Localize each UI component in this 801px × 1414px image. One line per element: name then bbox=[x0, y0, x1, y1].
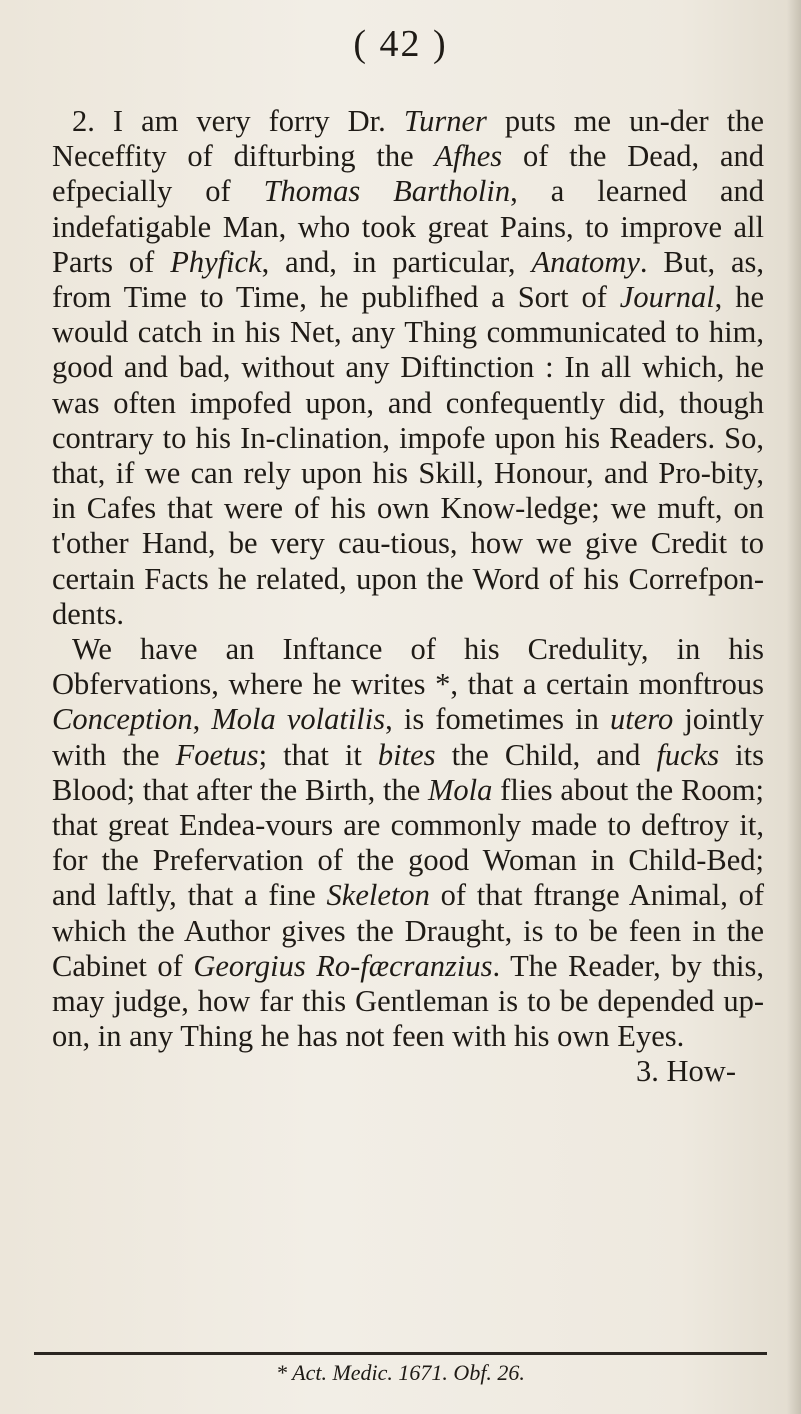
italic-name-turner: Turner bbox=[403, 104, 487, 138]
text-run: . But, as, from Time to Time, he publifhed a Sort of bbox=[52, 244, 764, 315]
text-run: , is fometimes in bbox=[385, 702, 610, 737]
text-run: jointly with the bbox=[52, 702, 764, 772]
italic-name-bartholin: Thomas Bartholin bbox=[263, 174, 511, 209]
text-run: its Blood; that after the Birth, the bbox=[52, 737, 764, 807]
italic-name-rosaecranzius: Georgius Ro-fæcranzius bbox=[193, 948, 493, 983]
text-run: We have an Inftance of his Credulity, in his Obfervations, where he writes *, that a certain monftrous bbox=[52, 632, 764, 702]
text-run: 2. I am very forry Dr. bbox=[72, 104, 404, 138]
italic-word-utero: utero bbox=[609, 702, 674, 737]
italic-word-bites: bites bbox=[377, 737, 436, 772]
catchword: 3. How- bbox=[636, 1054, 736, 1089]
text-run: puts me un-der the Neceffity of difturbing the bbox=[52, 104, 764, 174]
text-run: of that ftrange Animal, of which the Author gives the Draught, is to be feen in the Cabinet of bbox=[52, 878, 764, 983]
paragraph-2 bbox=[52, 632, 764, 1054]
text-run: flies about the Room; that great Endea-vours are commonly made to deftroy it, for the Prefervation of the good Woman in Child-Bed; and laftly, that a fine bbox=[52, 772, 764, 913]
text-run: ; that it bbox=[258, 737, 378, 772]
italic-word-mola: Mola bbox=[428, 772, 493, 807]
italic-word-ashes: Afhes bbox=[434, 139, 503, 174]
text-run: , bbox=[192, 702, 212, 737]
text-run: , a learned and indefatigable Man, who took great Pains, to improve all Parts of bbox=[52, 174, 764, 279]
italic-word-foetus: Foetus bbox=[175, 737, 259, 772]
body-text bbox=[52, 104, 764, 1090]
italic-word-conception: Conception bbox=[52, 702, 193, 737]
footnote-rule bbox=[34, 1352, 767, 1355]
paragraph-1 bbox=[52, 104, 764, 632]
text-run: , and, in particular, bbox=[261, 244, 532, 279]
footnote: * Act. Medic. 1671. Obf. 26. bbox=[276, 1360, 525, 1385]
italic-word-anatomy: Anatomy bbox=[531, 244, 640, 279]
text-run: , he would catch in his Net, any Thing communicated to him, good and bad, without any Diftinction : In all which, he was often impofed upon, and confequently did, though contrary to his In-clination, impofe upon his Readers. So, that, if we can rely upon his Skill, Honour, and Pro-bity, in Cafes that were of his own Know-ledge; we muft, on t'other Hand, be very cau-tious, how we give Credit to certain Facts he related, upon the Word of his Correfpon-dents. bbox=[52, 280, 764, 631]
italic-word-skeleton: Skeleton bbox=[326, 878, 430, 913]
italic-word-journal: Journal bbox=[619, 280, 715, 315]
italic-word-sucks: fucks bbox=[656, 737, 720, 772]
page-edge-shadow bbox=[787, 0, 801, 1414]
text-run: . The Reader, by this, may judge, how far this Gentleman is to be depended up-on, in any Thing he has not feen with his own Eyes. bbox=[52, 948, 764, 1054]
italic-word-physick: Phyfick bbox=[170, 244, 262, 279]
page-number: ( 42 ) bbox=[353, 23, 448, 65]
text-run: of the Dead, and efpecially of bbox=[52, 139, 764, 209]
text-run: the Child, and bbox=[435, 737, 657, 772]
italic-word-mola-volatilis: Mola volatilis bbox=[211, 702, 386, 737]
